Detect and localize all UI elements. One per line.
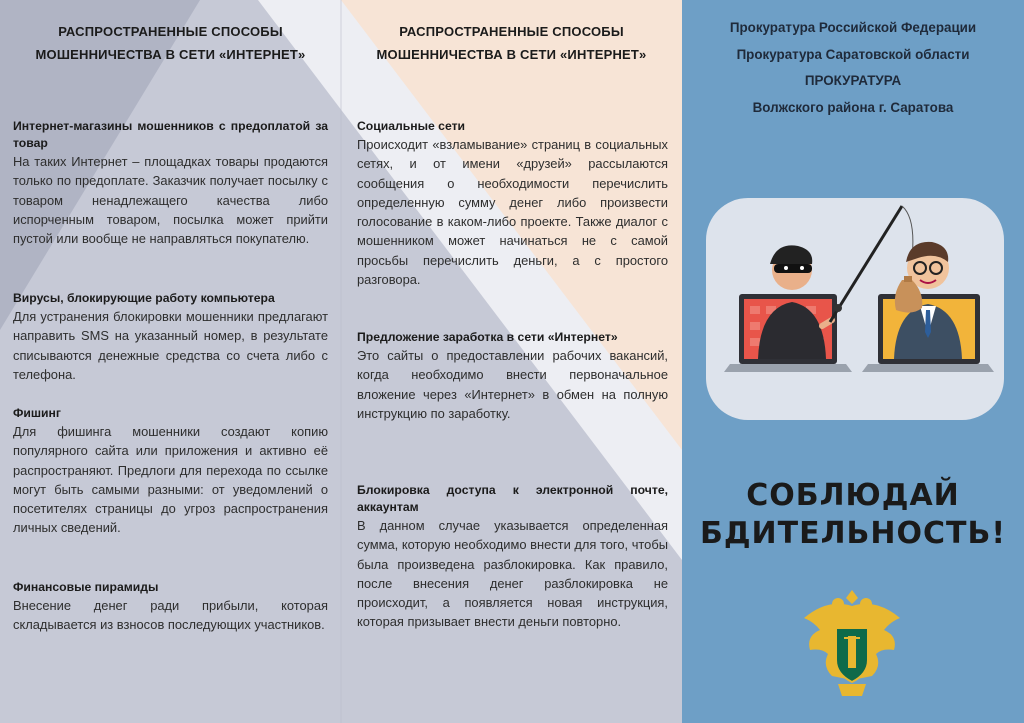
section-heading: Вирусы, блокирующие работу компьютера [13, 291, 275, 305]
slogan-line-1: СОБЛЮДАЙ [746, 478, 960, 513]
section-heading: Интернет-магазины мошенников с предоплатой за товар [13, 119, 328, 150]
left-title-line-2: МОШЕННИЧЕСТВА В СЕТИ «ИНТЕРНЕТ» [35, 47, 306, 62]
section-email-blocking [357, 482, 668, 632]
section-text: В данном случае указывается определенная сумма, которую необходимо внести для того, чтобы была произведена разблокировка. Как правило, после внесения денег разблокировка не происходит, а появляется новая инструкция, которая призывает внести деньги повторно. [357, 518, 668, 630]
right-panel [682, 0, 1024, 723]
slogan [682, 477, 1024, 553]
org-line-4: Волжского района г. Саратова [752, 99, 954, 115]
middle-panel [341, 0, 682, 723]
org-line-2: Прокуратура Саратовской области [736, 46, 970, 62]
section-heading: Блокировка доступа к электронной почте, аккаунтам [357, 483, 668, 514]
section-pyramids [13, 579, 328, 635]
section-heading: Предложение заработка в сети «Интернет» [357, 330, 618, 344]
section-internet-shops [13, 118, 328, 248]
section-text: Внесение денег ради прибыли, которая складывается из взносов последующих участников. [13, 598, 328, 633]
section-heading: Финансовые пирамиды [13, 580, 159, 594]
middle-panel-title [341, 20, 682, 66]
left-title-line-1: РАСПРОСТРАНЕННЫЕ СПОСОБЫ [58, 24, 283, 39]
section-heading: Фишинг [13, 406, 61, 420]
org-line-3: ПРОКУРАТУРА [804, 73, 902, 88]
slogan-line-2: БДИТЕЛЬНОСТЬ! [699, 516, 1007, 551]
org-line-1: Прокуратура Российской Федерации [729, 20, 977, 35]
middle-title-line-1: РАСПРОСТРАНЕННЫЕ СПОСОБЫ [399, 24, 624, 39]
phishing-scammer-illustration [706, 198, 1004, 420]
section-earnings-offer [357, 329, 668, 423]
organization-header [682, 15, 1024, 121]
section-text: Для устранения блокировки мошенники предлагают направить SMS на указанный номер, в результате списываются денежные средства со счета либо с телефона. [13, 309, 328, 382]
section-viruses [13, 290, 328, 384]
section-text: На таких Интернет – площадках товары продаются только по предоплате. Заказчик получает посылку с товаром ненадлежащего качества либо испорченным товаром, посылка может прийти пустой или вообще не направляться покупателю. [13, 154, 328, 247]
middle-title-line-2: МОШЕННИЧЕСТВА В СЕТИ «ИНТЕРНЕТ» [376, 47, 647, 62]
prosecutor-emblem-icon [798, 588, 906, 706]
left-panel [0, 0, 341, 723]
section-social-networks [357, 118, 668, 289]
section-phishing [13, 405, 328, 538]
left-panel-title [0, 20, 341, 66]
section-text: Происходит «взламывание» страниц в социальных сетях, и от имени «друзей» рассылаются сообщения о необходимости перечислить определенную сумму денег либо произвести голосование в каком-либо проекте. Также диалог с мошенником может начинаться не с самой просьбы перечислить деньги, а с простого разговора. [357, 137, 668, 288]
section-heading: Социальные сети [357, 119, 466, 133]
section-text: Это сайты о предоставлении рабочих вакансий, когда необходимо внести первоначальное вложение через «Интернет» в обмен на полную инструкцию по заработку. [357, 348, 668, 421]
section-text: Для фишинга мошенники создают копию популярного сайта или приложения и активно её распространяют. Предлоги для перехода по ссылке могут быть самыми разными: от уведомлений о посетителях страницы до угроз распространения личных сведений. [13, 424, 328, 536]
